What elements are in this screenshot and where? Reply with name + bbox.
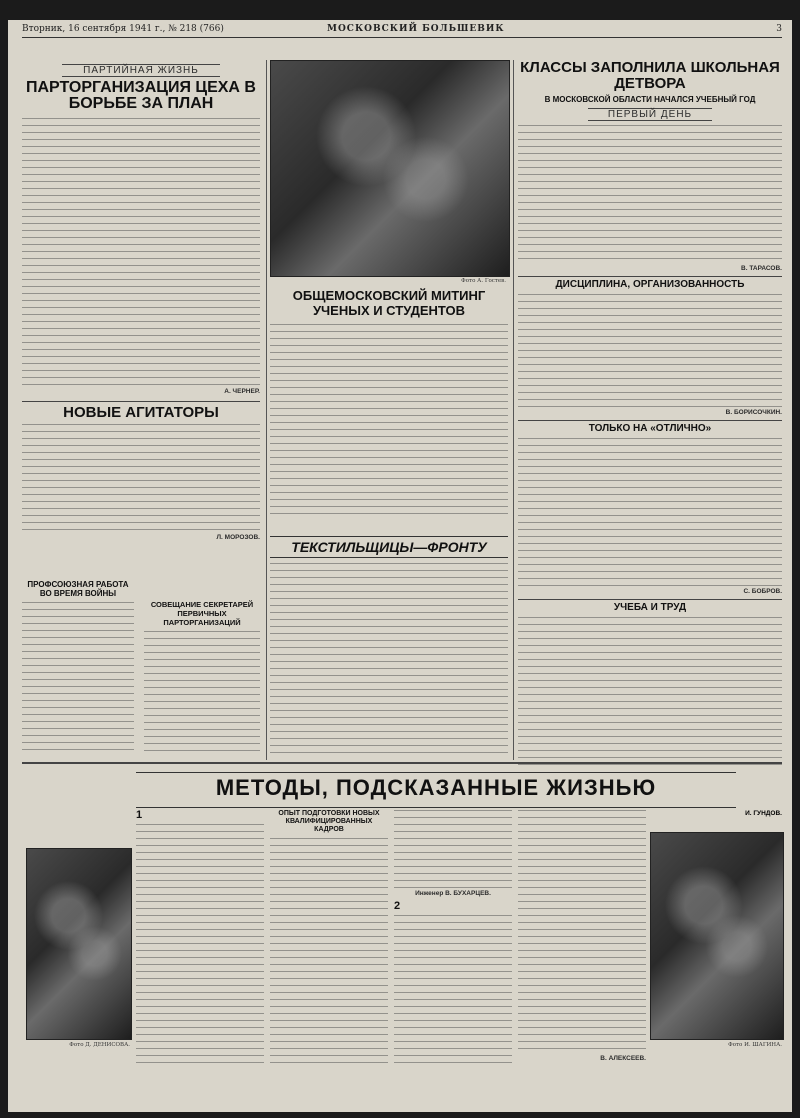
bottom-byline: В. АЛЕКСЕЕВ. [600,1055,646,1062]
bottom-subhead: ОПЫТ ПОДГОТОВКИ НОВЫХ КВАЛИФИЦИРОВАННЫХ КАДРОВ [278,810,380,833]
section-2-marker: 2 [394,900,401,912]
masthead: МОСКОВСКИЙ БОЛЬШЕВИК [327,24,505,34]
article-body [22,118,260,388]
column-rule [266,60,267,760]
article-headline: ПАРТОРГАНИЗАЦИЯ ЦЕХА В БОРЬБЕ ЗА ПЛАН [26,79,256,112]
school-headline: КЛАССЫ ЗАПОЛНИЛА ШКОЛЬНАЯ ДЕТВОРА [520,59,780,92]
secretaries-headline: СОВЕЩАНИЕ СЕКРЕТАРЕЙ ПЕРВИЧНЫХ ПАРТОРГАНИЗАЦИЙ [150,600,254,627]
right-column [518,60,782,780]
rally-article [270,288,508,528]
photo-caption: Фото А. Гостев. [461,278,506,284]
school-subhead: В МОСКОВСКОЙ ОБЛАСТИ НАЧАЛСЯ УЧЕБНЫЙ ГОД [544,95,756,104]
newspaper-page [8,20,792,1112]
section-rule [22,762,782,764]
bottom-body-3a [394,810,512,890]
bottom-left-photo [26,848,132,1040]
bottom-body-3b [394,915,512,1065]
union-article [22,580,134,780]
bottom-body-2 [270,838,388,1068]
bottom-right-caption: Фото И. ШАГИНА. [728,1042,782,1048]
issue-date: Вторник, 16 сентября 1941 г., № 218 (766) [22,24,224,34]
bottom-col-1 [136,810,264,1070]
agitators-byline: Л. МОРОЗОВ. [216,534,260,541]
study-head: УЧЕБА И ТРУД [518,599,782,613]
bottom-body-1 [136,824,264,1064]
textile-body [270,563,508,753]
bottom-col-3 [394,810,512,1070]
rally-body [270,324,508,519]
section-kicker: ПАРТИЙНАЯ ЖИЗНЬ [62,64,220,77]
bottom-col-2 [270,810,388,1070]
textile-headline: ТЕКСТИЛЬЩИЦЫ—ФРОНТУ [270,536,508,558]
excellent-head: ТОЛЬКО НА «ОТЛИЧНО» [518,420,782,434]
byline-3: С. БОБРОВ. [743,588,782,595]
rally-headline: ОБЩЕМОСКОВСКИЙ МИТИНГ УЧЕНЫХ И СТУДЕНТОВ [292,288,486,318]
page-number: 3 [776,24,782,34]
bottom-author: Инженер В. БУХАРЦЕВ. [415,890,491,897]
bottom-body-4 [518,810,646,1055]
bottom-headline-strip [136,772,736,808]
workers-photo [270,60,510,277]
bottom-headline: МЕТОДЫ, ПОДСКАЗАННЫЕ ЖИЗНЬЮ [215,775,657,800]
discipline-body [518,294,782,409]
column-rule [513,60,514,760]
textile-article [270,536,508,761]
section-1-marker: 1 [136,809,143,821]
agitators-body [22,424,260,534]
bottom-left-caption: Фото Д. ДЕНИСОВА. [69,1042,130,1048]
byline-1: В. ТАРАСОВ. [741,265,782,272]
byline-4: И. ГУНДОВ. [745,810,782,817]
study-body [518,617,782,767]
excellent-body [518,438,782,588]
bottom-right-photo [650,832,784,1040]
discipline-head: ДИСЦИПЛИНА, ОРГАНИЗОВАННОСТЬ [518,276,782,290]
agitators-headline: НОВЫЕ АГИТАТОРЫ [22,401,260,420]
bottom-col-4 [518,810,646,1070]
union-headline: ПРОФСОЮЗНАЯ РАБОТА ВО ВРЕМЯ ВОЙНЫ [27,580,129,598]
page-header [22,23,782,38]
first-day-body [518,125,782,265]
union-body [22,602,134,752]
article-byline: А. ЧЕРНЕР. [224,388,260,395]
secretaries-article [144,600,260,770]
secretaries-body [144,631,260,751]
first-day-head: ПЕРВЫЙ ДЕНЬ [588,108,712,121]
byline-2: В. БОРИСОЧКИН. [725,409,782,416]
